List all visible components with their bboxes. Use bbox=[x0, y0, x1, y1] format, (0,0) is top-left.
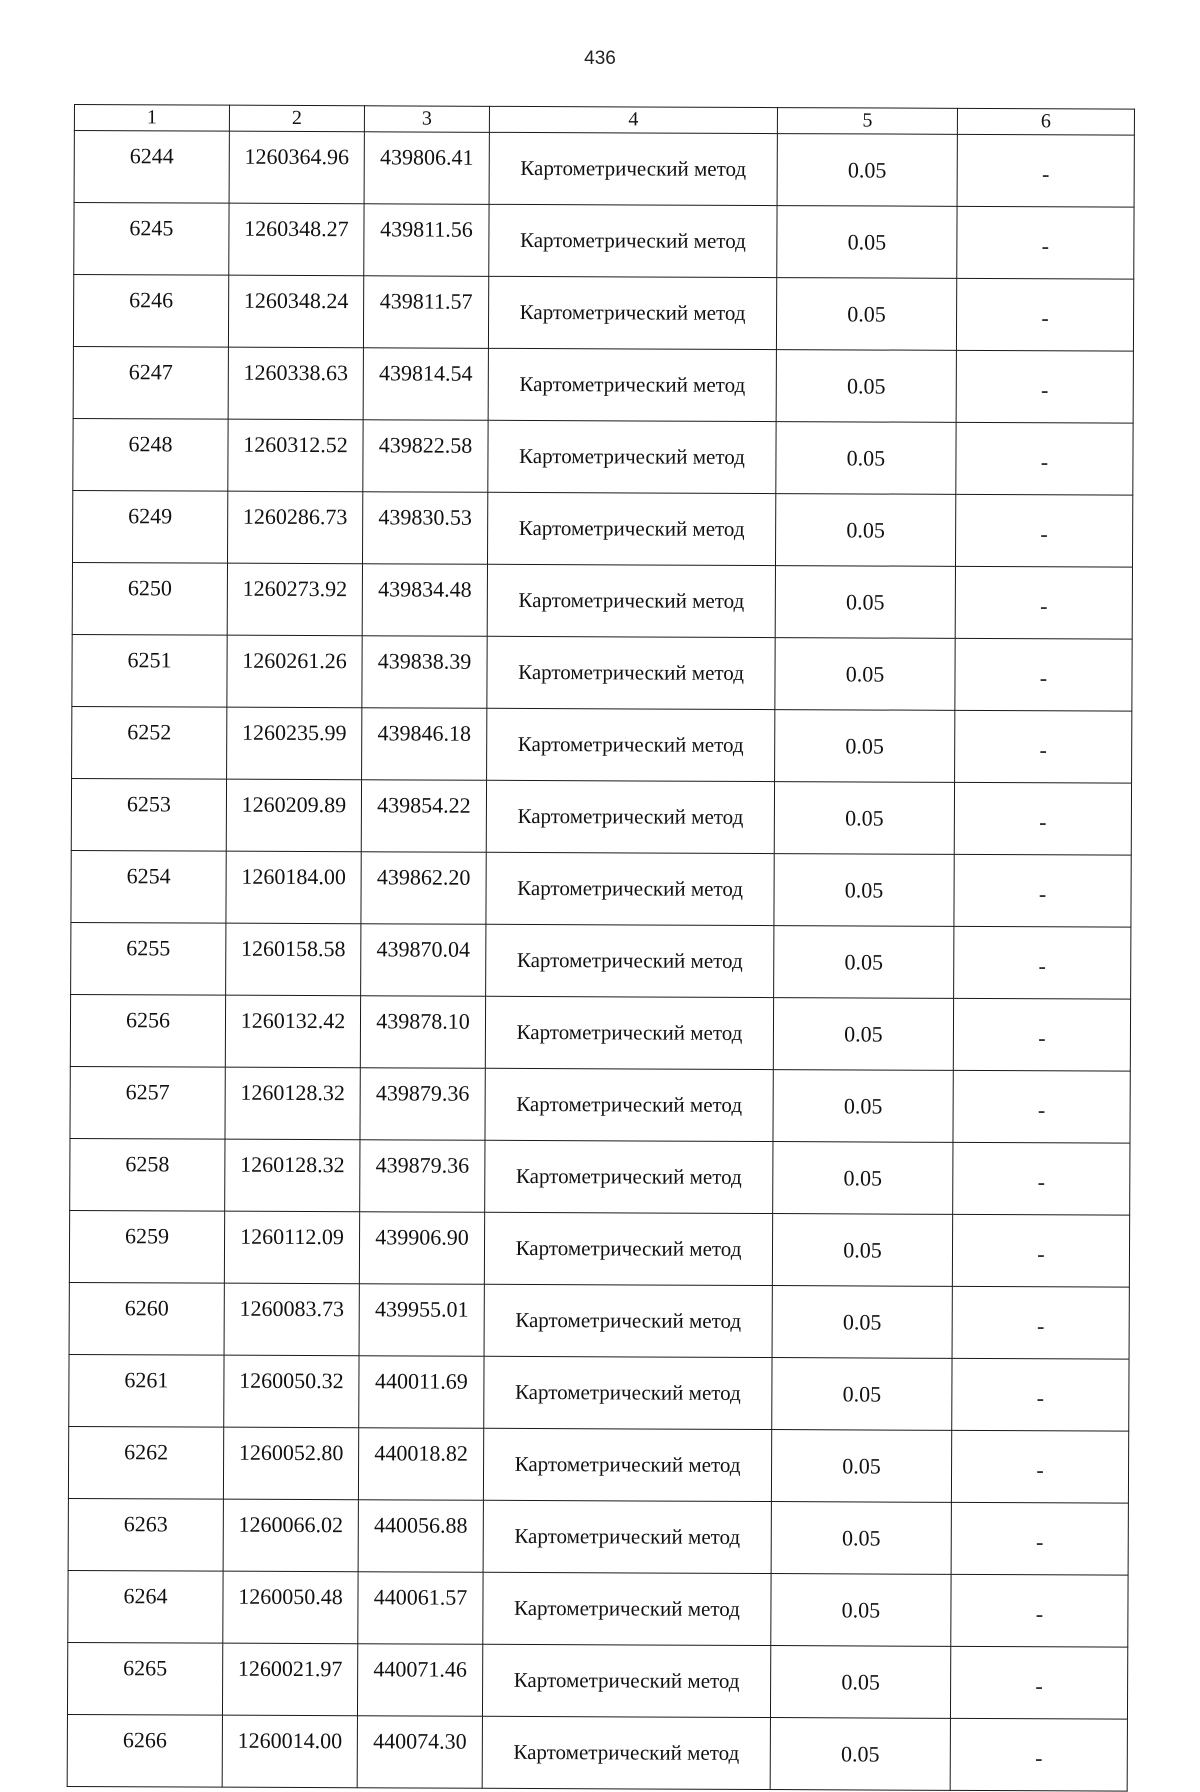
table-row bbox=[68, 1498, 1128, 1575]
point-number-cell: 6245 bbox=[74, 203, 229, 276]
accuracy-cell: 0.05 bbox=[774, 782, 954, 855]
y-coordinate-cell: 439806.41 bbox=[364, 132, 489, 205]
point-number-cell: 6253 bbox=[71, 778, 226, 851]
note-cell: - bbox=[954, 854, 1131, 927]
point-number-cell: 6261 bbox=[69, 1354, 224, 1427]
x-coordinate-cell: 1260209.89 bbox=[226, 779, 361, 852]
x-coordinate-cell: 1260052.80 bbox=[223, 1427, 358, 1500]
header-cell-5: 5 bbox=[777, 108, 957, 135]
table-row bbox=[67, 1642, 1127, 1719]
y-coordinate-cell: 440061.57 bbox=[358, 1572, 483, 1645]
method-cell: Картометрический метод bbox=[487, 492, 775, 565]
note-cell: - bbox=[953, 1142, 1130, 1215]
x-coordinate-cell: 1260014.00 bbox=[222, 1715, 357, 1788]
point-number-cell: 6249 bbox=[72, 490, 227, 563]
y-coordinate-cell: 439834.48 bbox=[362, 564, 487, 637]
method-cell: Картометрический метод bbox=[482, 1716, 770, 1789]
x-coordinate-cell: 1260050.32 bbox=[224, 1355, 359, 1428]
note-cell: - bbox=[956, 350, 1133, 423]
x-coordinate-cell: 1260128.32 bbox=[225, 1139, 360, 1212]
point-number-cell: 6256 bbox=[70, 994, 225, 1067]
table-row bbox=[72, 634, 1132, 711]
y-coordinate-cell: 439822.58 bbox=[363, 420, 488, 493]
x-coordinate-cell: 1260338.63 bbox=[228, 347, 363, 420]
accuracy-cell: 0.05 bbox=[775, 494, 955, 567]
table-row bbox=[72, 706, 1132, 783]
method-cell: Картометрический метод bbox=[486, 924, 774, 997]
method-cell: Картометрический метод bbox=[488, 348, 776, 421]
accuracy-cell: 0.05 bbox=[776, 350, 956, 423]
note-cell: - bbox=[950, 1718, 1127, 1791]
x-coordinate-cell: 1260132.42 bbox=[225, 995, 360, 1068]
y-coordinate-cell: 440018.82 bbox=[358, 1428, 483, 1501]
x-coordinate-cell: 1260184.00 bbox=[226, 851, 361, 924]
point-number-cell: 6247 bbox=[73, 346, 228, 419]
y-coordinate-cell: 439906.90 bbox=[359, 1212, 484, 1285]
accuracy-cell: 0.05 bbox=[773, 1070, 953, 1143]
note-cell: - bbox=[955, 566, 1132, 639]
x-coordinate-cell: 1260050.48 bbox=[223, 1571, 358, 1644]
accuracy-cell: 0.05 bbox=[771, 1574, 951, 1647]
y-coordinate-cell: 440056.88 bbox=[358, 1500, 483, 1573]
accuracy-cell: 0.05 bbox=[775, 710, 955, 783]
point-number-cell: 6263 bbox=[68, 1498, 223, 1571]
point-number-cell: 6257 bbox=[70, 1066, 225, 1139]
note-cell: - bbox=[953, 1070, 1130, 1143]
x-coordinate-cell: 1260312.52 bbox=[228, 419, 363, 492]
method-cell: Картометрический метод bbox=[483, 1428, 771, 1501]
accuracy-cell: 0.05 bbox=[776, 278, 956, 351]
header-cell-2: 2 bbox=[229, 105, 364, 132]
x-coordinate-cell: 1260112.09 bbox=[224, 1211, 359, 1284]
accuracy-cell: 0.05 bbox=[774, 926, 954, 999]
x-coordinate-cell: 1260286.73 bbox=[227, 491, 362, 564]
coordinates-table-container bbox=[67, 104, 1135, 1792]
x-coordinate-cell: 1260128.32 bbox=[225, 1067, 360, 1140]
y-coordinate-cell: 439811.56 bbox=[364, 204, 489, 277]
note-cell: - bbox=[955, 494, 1132, 567]
table-row bbox=[71, 778, 1131, 855]
note-cell: - bbox=[957, 134, 1134, 207]
y-coordinate-cell: 439814.54 bbox=[363, 348, 488, 421]
header-cell-3: 3 bbox=[364, 106, 489, 133]
method-cell: Картометрический метод bbox=[488, 276, 776, 349]
note-cell: - bbox=[952, 1214, 1129, 1287]
x-coordinate-cell: 1260066.02 bbox=[223, 1499, 358, 1572]
table-row bbox=[70, 1066, 1130, 1143]
note-cell: - bbox=[956, 278, 1133, 351]
table-row bbox=[70, 1138, 1130, 1215]
point-number-cell: 6255 bbox=[71, 922, 226, 995]
table-row bbox=[67, 1714, 1127, 1791]
note-cell: - bbox=[956, 422, 1133, 495]
y-coordinate-cell: 439879.36 bbox=[360, 1068, 485, 1141]
y-coordinate-cell: 439811.57 bbox=[363, 276, 488, 349]
y-coordinate-cell: 439846.18 bbox=[362, 708, 487, 781]
method-cell: Картометрический метод bbox=[482, 1644, 770, 1717]
method-cell: Картометрический метод bbox=[487, 564, 775, 637]
accuracy-cell: 0.05 bbox=[773, 1142, 953, 1215]
note-cell: - bbox=[954, 782, 1131, 855]
method-cell: Картометрический метод bbox=[489, 132, 777, 205]
method-cell: Картометрический метод bbox=[484, 1212, 772, 1285]
table-row bbox=[72, 562, 1132, 639]
point-number-cell: 6266 bbox=[67, 1714, 222, 1787]
y-coordinate-cell: 439878.10 bbox=[360, 996, 485, 1069]
y-coordinate-cell: 440011.69 bbox=[359, 1356, 484, 1429]
note-cell: - bbox=[951, 1430, 1128, 1503]
method-cell: Картометрический метод bbox=[485, 996, 773, 1069]
table-row bbox=[69, 1282, 1129, 1359]
accuracy-cell: 0.05 bbox=[771, 1430, 951, 1503]
point-number-cell: 6262 bbox=[68, 1426, 223, 1499]
table-row bbox=[70, 994, 1130, 1071]
y-coordinate-cell: 439955.01 bbox=[359, 1284, 484, 1357]
point-number-cell: 6248 bbox=[73, 418, 228, 491]
y-coordinate-cell: 440074.30 bbox=[357, 1716, 482, 1789]
accuracy-cell: 0.05 bbox=[774, 854, 954, 927]
note-cell: - bbox=[957, 206, 1134, 279]
table-row bbox=[71, 850, 1131, 927]
method-cell: Картометрический метод bbox=[486, 852, 774, 925]
point-number-cell: 6246 bbox=[73, 275, 228, 348]
table-row bbox=[69, 1354, 1129, 1431]
y-coordinate-cell: 439870.04 bbox=[361, 924, 486, 997]
point-number-cell: 6254 bbox=[71, 850, 226, 923]
note-cell: - bbox=[950, 1646, 1127, 1719]
y-coordinate-cell: 439854.22 bbox=[361, 780, 486, 853]
table-row bbox=[74, 131, 1134, 208]
method-cell: Картометрический метод bbox=[486, 780, 774, 853]
x-coordinate-cell: 1260348.24 bbox=[228, 275, 363, 348]
y-coordinate-cell: 439838.39 bbox=[362, 636, 487, 709]
method-cell: Картометрический метод bbox=[489, 204, 777, 277]
point-number-cell: 6244 bbox=[74, 131, 229, 204]
y-coordinate-cell: 439830.53 bbox=[362, 492, 487, 565]
table-row bbox=[71, 922, 1131, 999]
method-cell: Картометрический метод bbox=[487, 708, 775, 781]
x-coordinate-cell: 1260273.92 bbox=[227, 563, 362, 636]
x-coordinate-cell: 1260158.58 bbox=[226, 923, 361, 996]
point-number-cell: 6259 bbox=[69, 1210, 224, 1283]
x-coordinate-cell: 1260348.27 bbox=[229, 203, 364, 276]
coordinates-table bbox=[67, 104, 1135, 1792]
accuracy-cell: 0.05 bbox=[770, 1718, 950, 1791]
y-coordinate-cell: 439879.36 bbox=[360, 1140, 485, 1213]
accuracy-cell: 0.05 bbox=[772, 1286, 952, 1359]
point-number-cell: 6264 bbox=[68, 1570, 223, 1643]
method-cell: Картометрический метод bbox=[488, 420, 776, 493]
method-cell: Картометрический метод bbox=[484, 1284, 772, 1357]
note-cell: - bbox=[951, 1574, 1128, 1647]
point-number-cell: 6265 bbox=[67, 1642, 222, 1715]
point-number-cell: 6260 bbox=[69, 1282, 224, 1355]
table-row bbox=[74, 203, 1134, 280]
header-cell-1: 1 bbox=[74, 105, 229, 132]
accuracy-cell: 0.05 bbox=[773, 998, 953, 1071]
note-cell: - bbox=[955, 710, 1132, 783]
y-coordinate-cell: 440071.46 bbox=[357, 1644, 482, 1717]
x-coordinate-cell: 1260021.97 bbox=[222, 1643, 357, 1716]
accuracy-cell: 0.05 bbox=[777, 134, 957, 207]
method-cell: Картометрический метод bbox=[483, 1500, 771, 1573]
table-row bbox=[68, 1570, 1128, 1647]
x-coordinate-cell: 1260083.73 bbox=[224, 1283, 359, 1356]
accuracy-cell: 0.05 bbox=[775, 638, 955, 711]
note-cell: - bbox=[952, 1358, 1129, 1431]
note-cell: - bbox=[953, 998, 1130, 1071]
table-row bbox=[73, 275, 1133, 352]
point-number-cell: 6251 bbox=[72, 634, 227, 707]
note-cell: - bbox=[951, 1502, 1128, 1575]
method-cell: Картометрический метод bbox=[484, 1356, 772, 1429]
table-row bbox=[73, 346, 1133, 423]
accuracy-cell: 0.05 bbox=[776, 422, 956, 495]
accuracy-cell: 0.05 bbox=[772, 1358, 952, 1431]
x-coordinate-cell: 1260364.96 bbox=[229, 131, 364, 204]
accuracy-cell: 0.05 bbox=[775, 566, 955, 639]
method-cell: Картометрический метод bbox=[485, 1140, 773, 1213]
note-cell: - bbox=[952, 1286, 1129, 1359]
method-cell: Картометрический метод bbox=[485, 1068, 773, 1141]
point-number-cell: 6252 bbox=[72, 706, 227, 779]
accuracy-cell: 0.05 bbox=[777, 206, 957, 279]
table-row bbox=[68, 1426, 1128, 1503]
header-cell-6: 6 bbox=[957, 108, 1134, 135]
accuracy-cell: 0.05 bbox=[770, 1646, 950, 1719]
method-cell: Картометрический метод bbox=[487, 636, 775, 709]
accuracy-cell: 0.05 bbox=[771, 1502, 951, 1575]
x-coordinate-cell: 1260261.26 bbox=[227, 635, 362, 708]
note-cell: - bbox=[955, 638, 1132, 711]
x-coordinate-cell: 1260235.99 bbox=[227, 707, 362, 780]
method-cell: Картометрический метод bbox=[483, 1572, 771, 1645]
table-row bbox=[73, 418, 1133, 495]
table-row bbox=[69, 1210, 1129, 1287]
table-body bbox=[67, 131, 1134, 1792]
point-number-cell: 6258 bbox=[70, 1138, 225, 1211]
y-coordinate-cell: 439862.20 bbox=[361, 852, 486, 925]
header-cell-4: 4 bbox=[489, 106, 777, 133]
accuracy-cell: 0.05 bbox=[772, 1214, 952, 1287]
page-number: 436 bbox=[584, 48, 616, 69]
note-cell: - bbox=[954, 926, 1131, 999]
table-row bbox=[72, 490, 1132, 567]
point-number-cell: 6250 bbox=[72, 562, 227, 635]
